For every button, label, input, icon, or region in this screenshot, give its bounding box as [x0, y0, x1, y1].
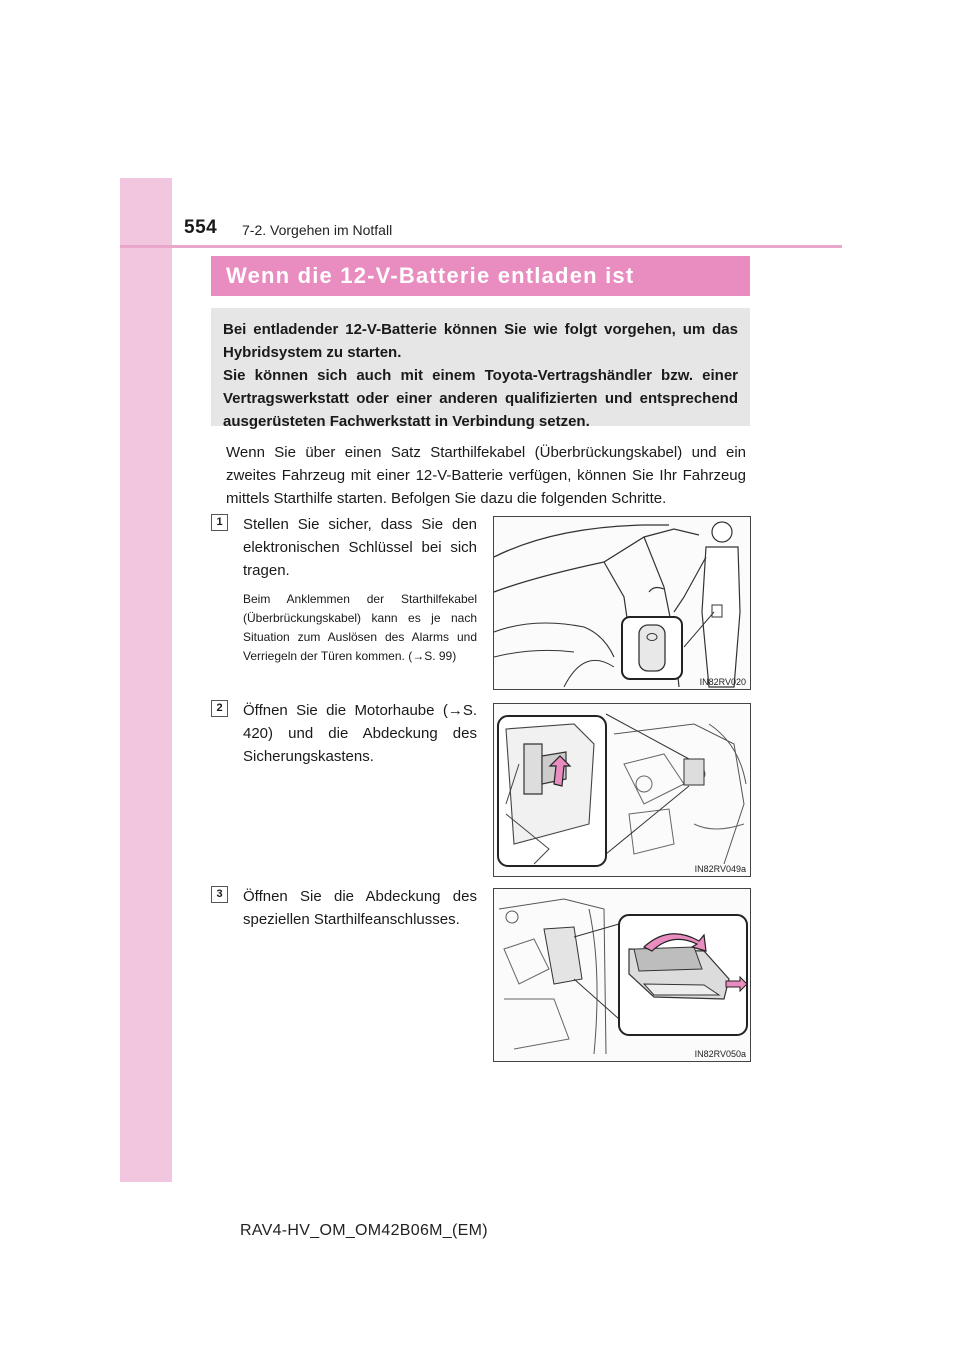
step-number-2: 2 [211, 700, 228, 717]
figure-fuse-box [493, 703, 751, 877]
body-paragraph: Wenn Sie über einen Satz Starthilfekabel (Überbrückungskabel) und ein zweites Fahrzeug mit einer 12-V-Batterie verfügen, können Sie Ihr Fahrzeug mittels Starthilfe starten. Befolgen Sie dazu die folgenden Schritte. [226, 444, 746, 507]
figure-code-3: IN82RV050a [694, 1049, 746, 1059]
figure-code-1: IN82RV020 [699, 677, 746, 687]
intro-line-2: Sie können sich auch mit einem Toyota-Vertragshändler bzw. einer Vertragswerkstatt oder einer anderen qualifizierten und entsprechend ausgerüsteten Fachwerkstatt in Verbindung setzen. [223, 367, 738, 430]
figure-code-2: IN82RV049a [694, 864, 746, 874]
step-number-1: 1 [211, 514, 228, 531]
car-door-illustration [494, 517, 750, 689]
section-heading-bar [211, 256, 750, 296]
engine-bay-illustration [494, 704, 750, 876]
section-heading: Wenn die 12-V-Batterie entladen ist [226, 263, 635, 288]
jump-terminal-illustration [494, 889, 750, 1061]
step-number-3: 3 [211, 886, 228, 903]
step-3-text: Öffnen Sie die Abdeckung des speziellen Starthilfeanschlusses. [243, 888, 477, 928]
intro-box [211, 308, 750, 430]
step-1-text: Stellen Sie sicher, dass Sie den elektronischen Schlüssel bei sich tragen. [243, 516, 477, 579]
step-2-text: Öffnen Sie die Motorhaube (→S. 420) und die Abdeckung des Sicherungskastens. [243, 702, 477, 765]
step-1-note: Beim Anklemmen der Starthilfekabel (Überbrückungskabel) kann es je nach Situation zum Auslösen des Alarms und Verriegeln der Türen kommen. (→S. 99) [243, 592, 477, 663]
chapter-side-band [120, 178, 172, 1182]
document-footer: RAV4-HV_OM_OM42B06M_(EM) [240, 1222, 488, 1239]
figure-jump-start-terminal [493, 888, 751, 1062]
page-number: 554 [184, 217, 218, 238]
section-title: 7-2. Vorgehen im Notfall [242, 222, 393, 238]
intro-line-1: Bei entladender 12-V-Batterie können Sie wie folgt vorgehen, um das Hybridsystem zu starten. [223, 321, 738, 361]
figure-electronic-key [493, 516, 751, 690]
header-rule [120, 245, 842, 248]
